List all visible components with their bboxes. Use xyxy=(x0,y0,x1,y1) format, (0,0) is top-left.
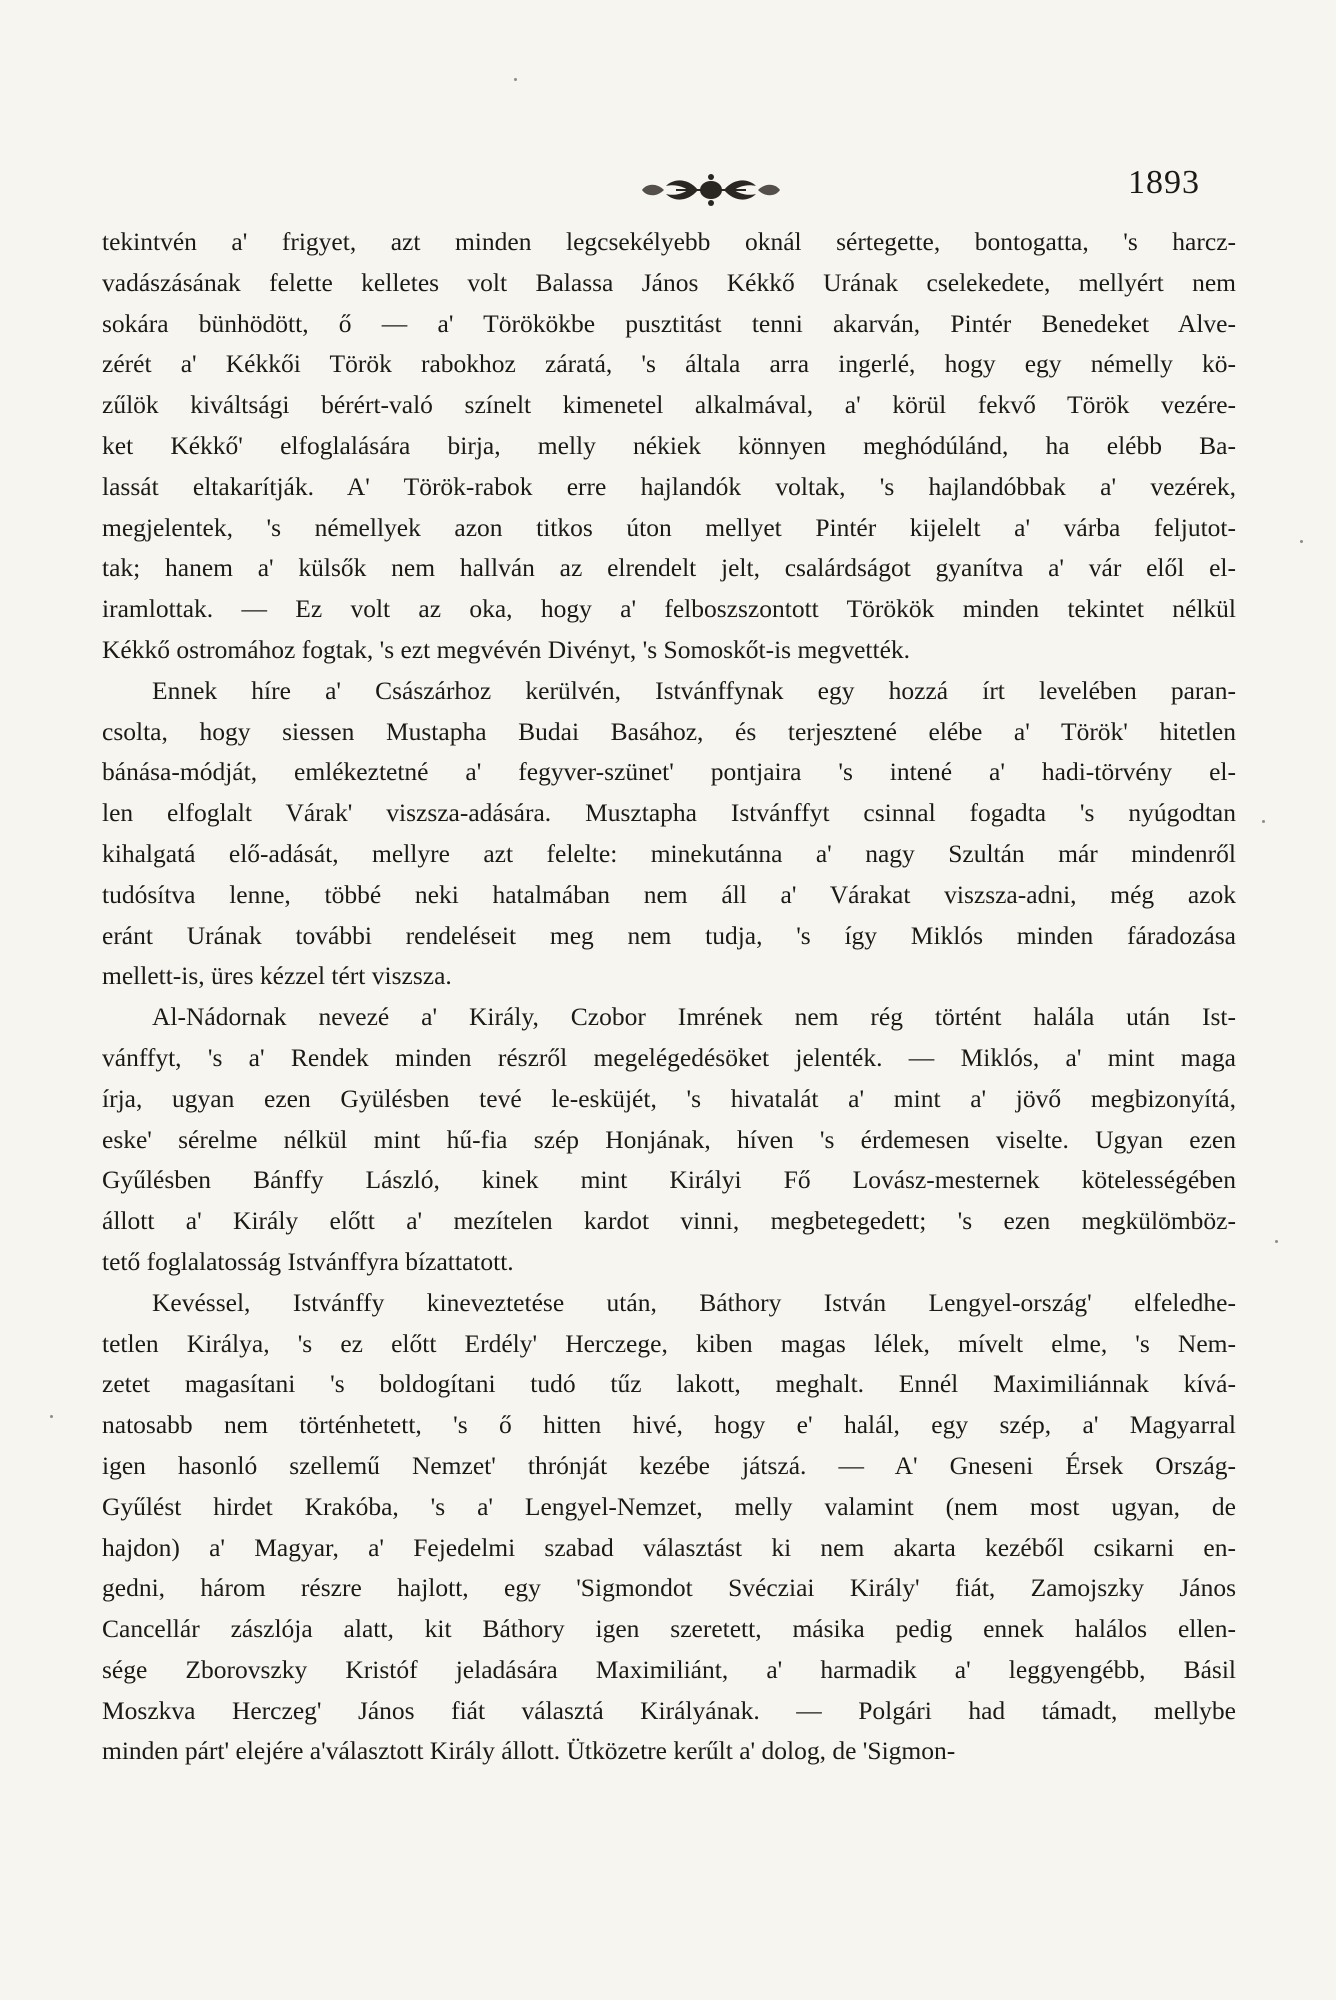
text-line: sége Zborovszky Kristóf jeladására Maximiliánt, a' harmadik a' leggyengébb, Básil xyxy=(102,1654,1236,1684)
text-line: Gyűlést hirdet Krakóba, 's a' Lengyel-Nemzet, melly valamint (nem most ugyan, de xyxy=(102,1491,1236,1521)
text-line: minden párt' elejére a'választott Király állott. Ütközetre kerűlt a' dolog, de 'Sigmon- xyxy=(102,1736,956,1766)
text-line: Cancellár zászlója alatt, kit Báthory igen szeretett, másika pedig ennek halálos ellen- xyxy=(102,1614,1236,1644)
body-text xyxy=(102,222,1236,1772)
text-line: hajdon) a' Magyar, a' Fejedelmi szabad választást ki nem akarta kezéből csikarni en- xyxy=(102,1532,1236,1562)
text-line: zérét a' Kékkői Török rabokhoz záratá, 's általa arra ingerlé, hogy egy némelly kö- xyxy=(102,349,1236,379)
text-line: iramlottak. — Ez volt az oka, hogy a' felboszszontott Törökök minden tekintet nélkül xyxy=(102,594,1236,624)
text-line: lassát eltakarítják. A' Török-rabok erre hajlandók voltak, 's hajlandóbbak a' vezérek, xyxy=(102,471,1236,501)
text-line: írja, ugyan ezen Gyülésben tevé le-esküjét, 's hivatalát a' mint a' jövő megbizonyítá, xyxy=(102,1083,1236,1113)
text-line: ket Kékkő' elfoglalására birja, melly nékiek könnyen meghódúlánd, ha elébb Ba- xyxy=(102,430,1236,460)
paragraph xyxy=(102,1283,1236,1773)
text-line: igen hasonló szellemű Nemzet' thrónját kezébe játszá. — A' Gneseni Érsek Ország- xyxy=(102,1450,1236,1480)
paragraph xyxy=(102,222,1236,671)
text-line: zűlök kiváltsági bérért-való színelt kimenetel alkalmával, a' körül fekvő Török vezére- xyxy=(102,390,1236,420)
text-line: csolta, hogy siessen Mustapha Budai Basához, és terjesztené elébe a' Török' hitetlen xyxy=(102,716,1236,746)
text-line: zetet magasítani 's boldogítani tudó tűz lakott, meghalt. Ennél Maximiliánnak kívá- xyxy=(102,1369,1236,1399)
text-line: állott a' Király előtt a' mezítelen kardot vinni, megbetegedett; 's ezen megkülömböz- xyxy=(102,1206,1236,1236)
text-line: kihalgatá elő-adását, mellyre azt felelte: minekutánna a' nagy Szultán már mindenről xyxy=(102,838,1236,868)
paragraph xyxy=(102,671,1236,997)
paper-speck xyxy=(1300,540,1303,543)
vignette-ornament-icon xyxy=(636,170,786,210)
text-line: tető foglalatosság Istvánffyra bízattatott. xyxy=(102,1246,514,1276)
text-line: vánffyt, 's a' Rendek minden részről megelégedésöket jelenték. — Miklós, a' mint maga xyxy=(102,1042,1236,1072)
text-line: eránt Urának további rendeléseit meg nem tudja, 's így Miklós minden fáradozása xyxy=(102,920,1236,950)
text-line: eske' sérelme nélkül mint hű-fia szép Honjának, híven 's érdemesen viselte. Ugyan ezen xyxy=(102,1124,1236,1154)
paper-speck xyxy=(1275,1240,1278,1243)
text-line: tudósítva lenne, többé neki hatalmában nem áll a' Várakat viszsza-adni, még azok xyxy=(102,879,1236,909)
text-line: mellett-is, üres kézzel tért viszsza. xyxy=(102,961,452,991)
text-line: tak; hanem a' külsők nem hallván az elrendelt jelt, csalárdságot gyanítva a' vár elől el- xyxy=(102,553,1236,583)
text-line: tekintvén a' frigyet, azt minden legcsekélyebb oknál sértegette, bontogatta, 's harcz- xyxy=(102,227,1236,256)
text-line: vadászásának felette kelletes volt Balassa János Kékkő Urának cselekedete, mellyért nem xyxy=(102,267,1236,297)
text-line: sokára bünhödött, ő — a' Törökökbe pusztitást tenni akarván, Pintér Benedeket Alve- xyxy=(102,308,1236,338)
paper-speck xyxy=(50,1415,53,1418)
text-line: Kékkő ostromához fogtak, 's ezt megvévén Divényt, 's Somoskőt-is megvették. xyxy=(102,634,911,664)
text-line: Ennek híre a' Császárhoz kerülvén, Istvánffynak egy hozzá írt levelében paran- xyxy=(152,675,1236,705)
text-line: Moszkva Herczeg' János fiát választá Királyának. — Polgári had támadt, mellybe xyxy=(102,1695,1236,1725)
text-line: gedni, három részre hajlott, egy 'Sigmondot Svécziai Király' fiát, Zamojszky János xyxy=(102,1573,1236,1603)
text-line: tetlen Királya, 's ez előtt Erdély' Herczege, kiben magas lélek, mívelt elme, 's Nem- xyxy=(102,1328,1236,1358)
paragraph xyxy=(102,997,1236,1283)
text-line: bánása-módját, emlékeztetné a' fegyver-szünet' pontjaira 's intené a' hadi-törvény el- xyxy=(102,757,1236,787)
text-line: megjelentek, 's némellyek azon titkos úton mellyet Pintér kijelelt a' várba feljutot- xyxy=(102,512,1236,542)
paper-speck xyxy=(514,78,517,81)
text-line: Al-Nádornak nevezé a' Király, Czobor Imrének nem rég történt halála után Ist- xyxy=(152,1002,1236,1032)
paper-speck xyxy=(1262,820,1265,823)
page-number: 1893 xyxy=(1128,164,1200,201)
text-line: natosabb nem történhetett, 's ő hitten hivé, hogy e' halál, egy szép, a' Magyarral xyxy=(102,1410,1236,1440)
text-line: len elfoglalt Várak' viszsza-adására. Musztapha Istvánffyt csinnal fogadta 's nyúgodtan xyxy=(102,798,1236,828)
text-line: Kevéssel, Istvánffy kineveztetése után, Báthory István Lengyel-ország' elfeledhe- xyxy=(152,1287,1236,1317)
text-line: Gyűlésben Bánffy László, kinek mint Királyi Fő Lovász-mesternek kötelességében xyxy=(102,1165,1236,1195)
